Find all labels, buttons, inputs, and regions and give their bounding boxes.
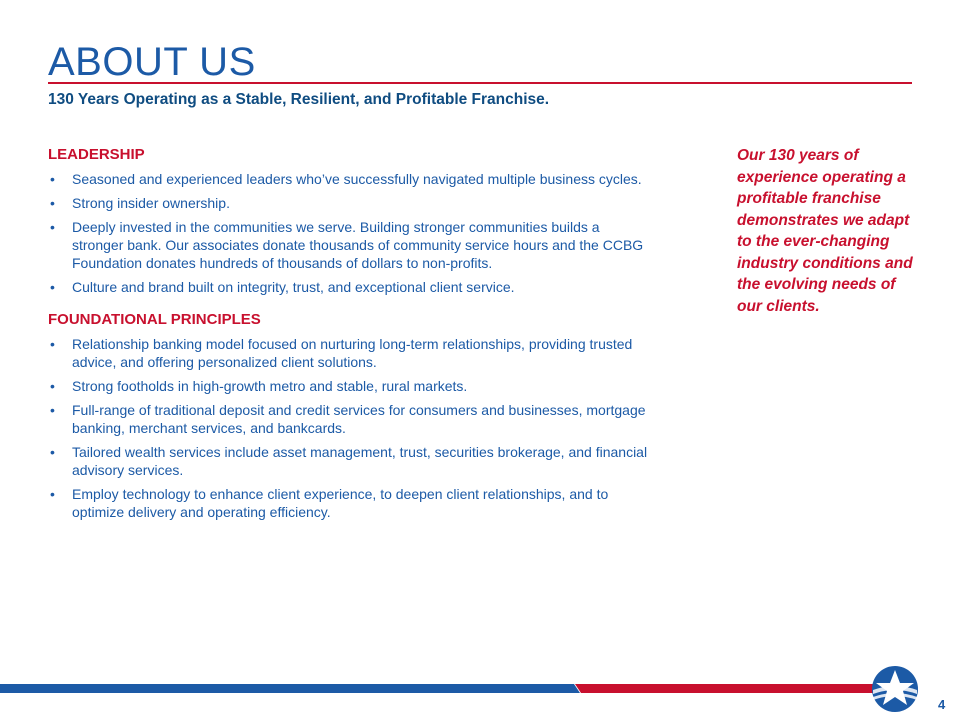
bullet-text: Seasoned and experienced leaders who’ve successfully navigated multiple business cycles.: [72, 171, 642, 187]
bullet-icon: •: [50, 219, 55, 235]
bullet-icon: •: [50, 171, 55, 187]
list-item: [48, 443, 648, 479]
bullet-icon: •: [50, 378, 55, 394]
list-item: [48, 194, 648, 212]
section-heading: LEADERSHIP: [48, 146, 145, 163]
list-item: [48, 401, 648, 437]
bullet-icon: •: [50, 279, 55, 295]
page-title: ABOUT US: [48, 40, 256, 84]
footer-band-blue: [0, 684, 580, 693]
star-logo-icon: [870, 664, 920, 714]
bullet-icon: •: [50, 195, 55, 211]
list-item: [48, 170, 648, 188]
title-divider: [48, 82, 912, 84]
list-item: [48, 485, 648, 521]
footer-band-red: [575, 684, 880, 693]
bullet-list: [48, 335, 648, 521]
bullet-text: Employ technology to enhance client experience, to deepen client relationships, and to optimize delivery and operating efficiency.: [72, 486, 609, 520]
list-item: [48, 377, 648, 395]
bullet-icon: •: [50, 336, 55, 352]
section-leadership: [48, 145, 648, 296]
bullet-text: Deeply invested in the communities we serve. Building stronger communities builds a stronger bank. Our associates donate thousands of community service hours and the CCBG Foundation donates hundreds of thousands of dollars to non-profits.: [72, 219, 644, 271]
bullet-text: Strong footholds in high-growth metro and stable, rural markets.: [72, 378, 468, 394]
list-item: [48, 278, 648, 296]
bullet-text: Strong insider ownership.: [72, 195, 230, 211]
section-heading: FOUNDATIONAL PRINCIPLES: [48, 311, 261, 328]
bullet-text: Culture and brand built on integrity, trust, and exceptional client service.: [72, 279, 515, 295]
list-item: [48, 218, 648, 272]
bullet-text: Full-range of traditional deposit and credit services for consumers and businesses, mortgage banking, merchant services, and bankcards.: [72, 402, 646, 436]
bullet-icon: •: [50, 402, 55, 418]
bullet-text: Relationship banking model focused on nurturing long-term relationships, providing trusted advice, and offering personalized client solutions.: [72, 336, 633, 370]
bullet-icon: •: [50, 486, 55, 502]
list-item: [48, 335, 648, 371]
page-subtitle: 130 Years Operating as a Stable, Resilient, and Profitable Franchise.: [48, 91, 550, 108]
section-foundational-principles: [48, 310, 648, 521]
callout-quote: Our 130 years of experience operating a profitable franchise demonstrates we adapt to the ever-changing industry conditions and the evolving needs of our clients.: [737, 147, 913, 315]
main-content: [48, 145, 648, 527]
page-number: 4: [938, 697, 946, 712]
bullet-list: [48, 170, 648, 296]
bullet-text: Tailored wealth services include asset management, trust, securities brokerage, and financial advisory services.: [72, 444, 648, 478]
bullet-icon: •: [50, 444, 55, 460]
